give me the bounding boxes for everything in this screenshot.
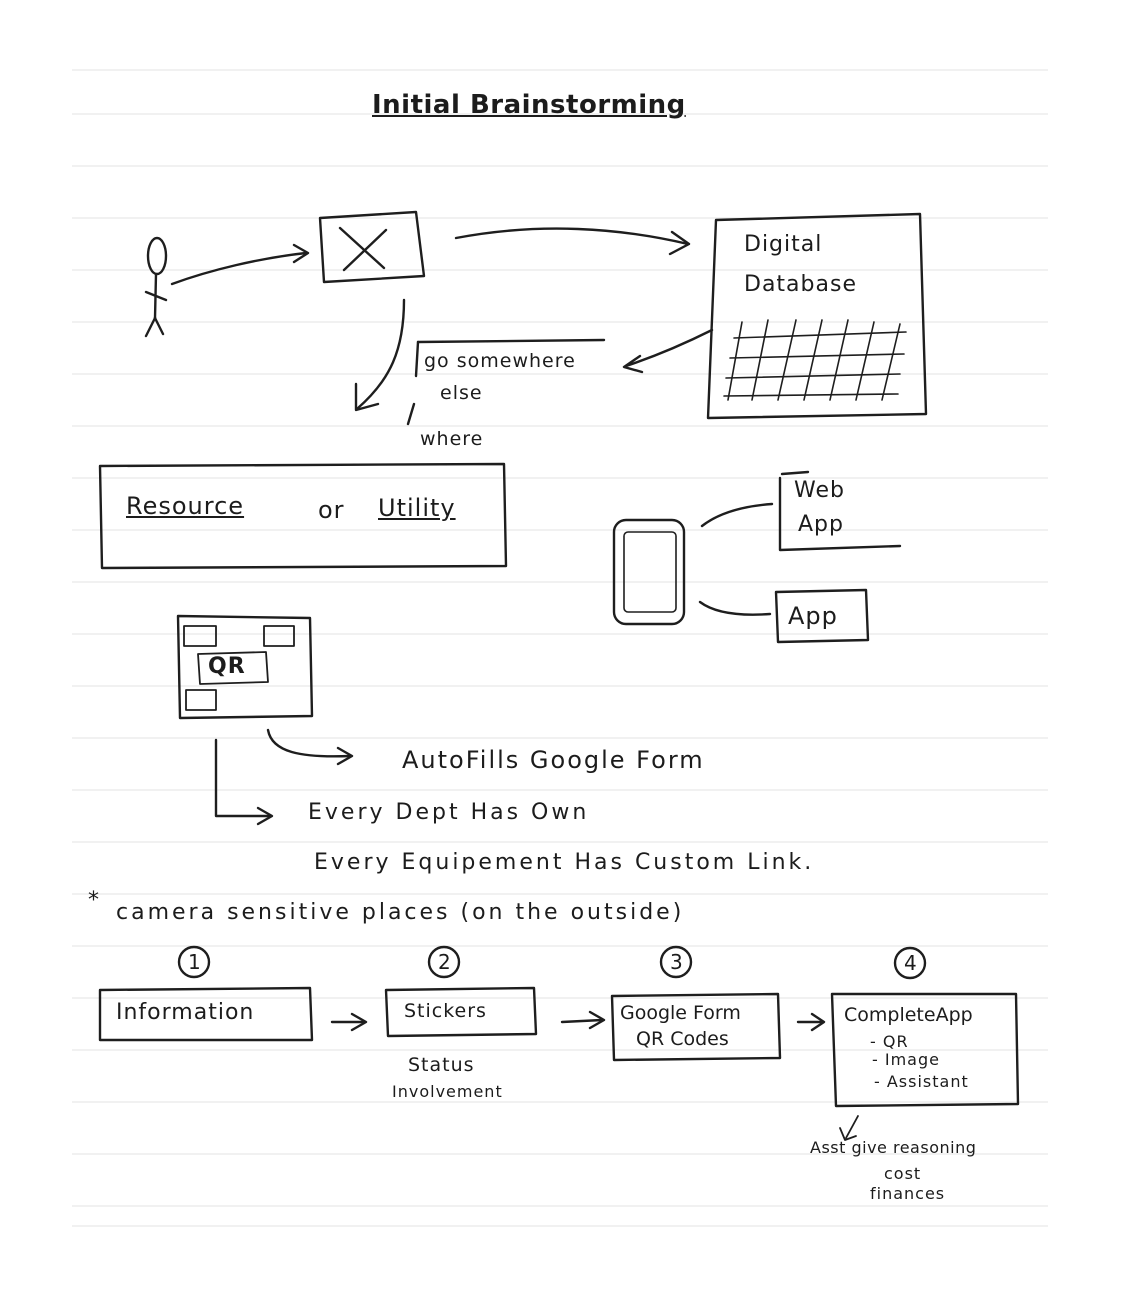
- autofills-label: AutoFills Google Form: [402, 746, 705, 774]
- web-app-label: App: [798, 512, 844, 537]
- arrow-box-to-resource: [358, 300, 404, 408]
- status-note: Status: [408, 1054, 475, 1076]
- web-label: Web: [794, 478, 845, 503]
- step-3-number: 3: [670, 950, 684, 974]
- step-3-label-line2: QR Codes: [636, 1028, 729, 1050]
- app-label: App: [788, 602, 838, 630]
- arrow-qr-to-autofills: [268, 730, 350, 756]
- arrow-database-to-else: [626, 330, 712, 366]
- step-4-sub-image: - Image: [872, 1050, 940, 1069]
- note-star: *: [88, 888, 100, 913]
- step-4-sub-qr: - QR: [870, 1032, 909, 1051]
- step-2-number: 2: [438, 950, 452, 974]
- arrow-step-2-3: [562, 1020, 602, 1022]
- step-4-label: CompleteApp: [844, 1004, 973, 1026]
- assistant-note-line1: Asst give reasoning: [810, 1138, 977, 1157]
- utility-label: Utility: [378, 494, 456, 522]
- every-dept-label: Every Dept Has Own: [308, 800, 590, 825]
- database-label-line2: Database: [744, 272, 857, 297]
- line-phone-to-webapp: [702, 504, 772, 526]
- arrow-user-to-box: [172, 253, 306, 284]
- every-equipment-label: Every Equipement Has Custom Link.: [314, 850, 815, 875]
- database-label-line1: Digital: [744, 232, 823, 257]
- step-4-number: 4: [904, 951, 918, 975]
- phone-icon: [614, 520, 684, 624]
- resource-label: Resource: [126, 492, 245, 520]
- qr-label: QR: [208, 654, 246, 679]
- or-label: or: [318, 496, 345, 524]
- go-somewhere-label: go somewhere: [424, 350, 576, 372]
- database-grid: [724, 320, 906, 400]
- page-title: Initial Brainstorming: [372, 90, 686, 120]
- assistant-note-line2: cost: [884, 1164, 922, 1183]
- assistant-note-line3: finances: [870, 1184, 946, 1203]
- line-phone-to-app: [700, 602, 770, 615]
- where-label: where: [420, 428, 484, 450]
- camera-note: camera sensitive places (on the outside): [116, 900, 685, 925]
- involvement-note: Involvement: [392, 1082, 503, 1101]
- x-box: [320, 212, 424, 282]
- arrow-qr-to-dept: [216, 740, 270, 816]
- step-4-sub-assistant: - Assistant: [874, 1072, 969, 1091]
- step-1-label: Information: [116, 1000, 255, 1025]
- arrow-box-to-database: [456, 229, 688, 244]
- arrow-app-to-note: [846, 1116, 858, 1138]
- else-label: else: [440, 382, 483, 404]
- stick-figure-icon: [146, 238, 166, 336]
- step-3-label-line1: Google Form: [620, 1002, 741, 1024]
- step-2-label: Stickers: [404, 1000, 487, 1022]
- step-1-number: 1: [188, 950, 202, 974]
